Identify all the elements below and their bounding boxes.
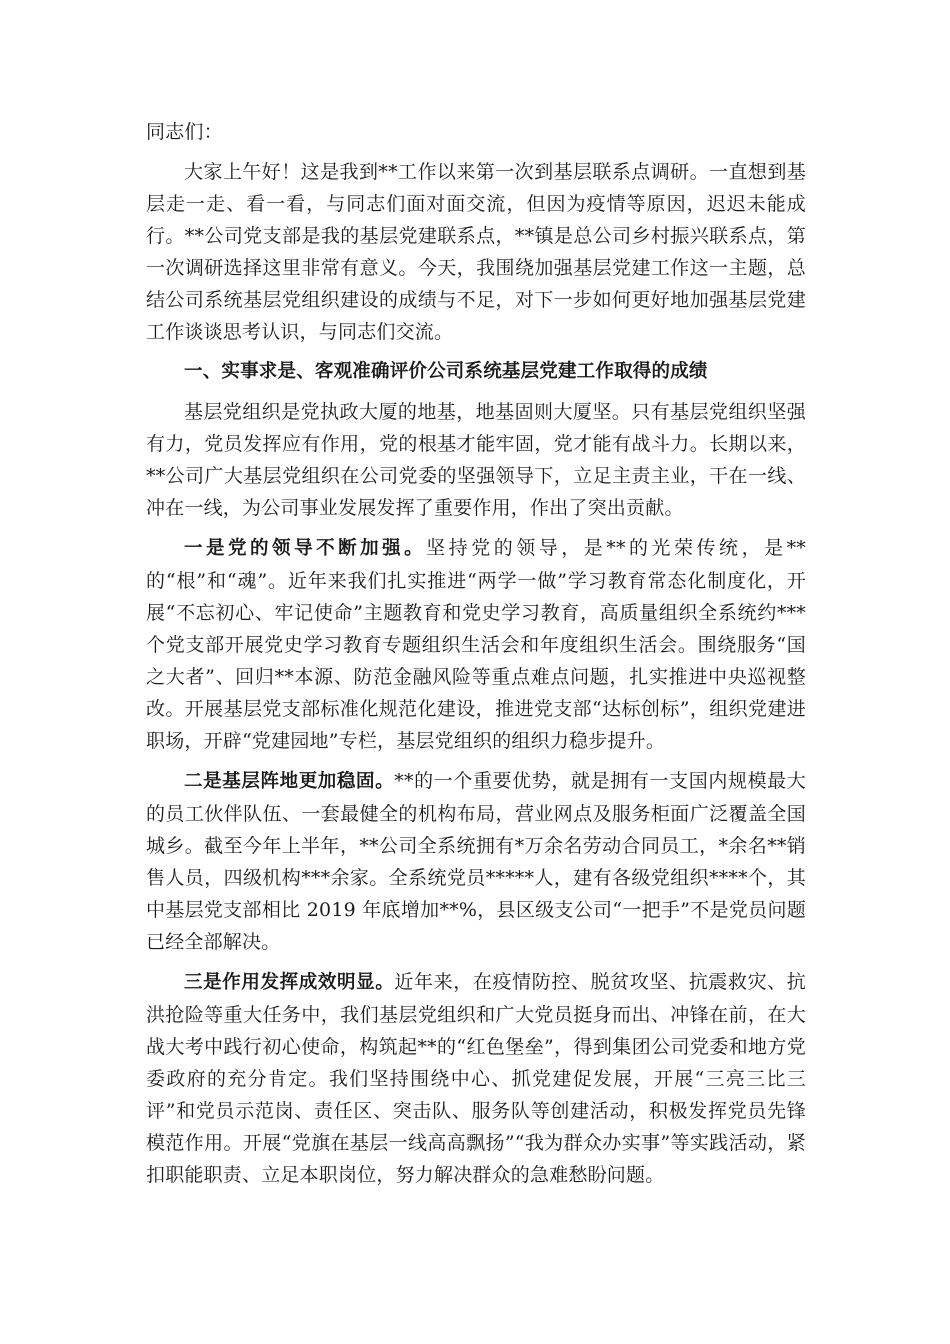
point-lead-2: 二是基层阵地更加稳固。 xyxy=(184,771,395,792)
point-text-3: 近年来，在疫情防控、脱贫攻坚、抗震救灾、抗洪抢险等重大任务中，我们基层党组织和广大党员挺身而出、冲锋在前，在大战大考中践行初心使命，构筑起**的“红色堡垒”，得到集团公司党委和地方党委政府的充分肯定。我们坚持围绕中心、抓党建促发展，开展“三亮三比三评”和党员示范岗、责任区、突击队、服务队等创建活动，积极发挥党员先锋模范作用。开展“党旗在基层一线高高飘扬”“我为群众办实事”等实践活动，紧扣职能职责、立足本职岗位，努力解决群众的急难愁盼问题。 xyxy=(146,971,807,1186)
point-paragraph-2 xyxy=(146,765,806,958)
document-body xyxy=(146,116,806,1199)
point-lead-1: 一是党的领导不断加强。 xyxy=(184,538,427,559)
salutation: 同志们： xyxy=(146,121,223,143)
point-lead-3: 三是作用发挥成效明显。 xyxy=(184,972,395,993)
intro-paragraph: 大家上午好！这是我到**工作以来第一次到基层联系点调研。一直想到基层走一走、看一看，与同志们面对面交流，但因为疫情等原因，迟迟未能成行。**公司党支部是我的基层党建联系点，**镇是总公司乡村振兴联系点，第一次调研选择这里非常有意义。今天，我围绕加强基层党建工作这一主题，总结公司系统基层党组织建设的成绩与不足，对下一步如何更好地加强基层党建工作谈谈思考认识，与同志们交流。 xyxy=(146,161,806,343)
section-paragraph: 基层党组织是党执政大厦的地基，地基固则大厦坚。只有基层党组织坚强有力，党员发挥应有作用，党的根基才能牢固，党才能有战斗力。长期以来，**公司广大基层党组织在公司党委的坚强领导下，立足主责主业，干在一线、冲在一线，为公司事业发展发挥了重要作用，作出了突出贡献。 xyxy=(146,401,806,519)
point-text-1: 坚持党的领导，是**的光荣传统，是**的“根”和“魂”。近年来我们扎实推进“两学一做”学习教育常态化制度化，开展“不忘初心、牢记使命”主题教育和党史学习教育，高质量组织全系统约***个党支部开展党史学习教育专题组织生活会和年度组织生活会。围绕服务“国之大者”、回归**本源、防范金融风险等重点难点问题，扎实推进中央巡视整改。开展基层党支部标准化规范化建设，推进党支部“达标创标”，组织党建进职场，开辟“党建园地”专栏，基层党组织的组织力稳步提升。 xyxy=(146,537,807,752)
point-text-2: **的一个重要优势，就是拥有一支国内规模最大的员工伙伴队伍、一套最健全的机构布局，营业网点及服务柜面广泛覆盖全国城乡。截至今年上半年，**公司全系统拥有*万余名劳动合同员工，*余名**销售人员，四级机构***余家。全系统党员*****人，建有各级党组织****个，其中基层党支部相比 2019 年底增加**%，县区级支公司“一把手”不是党员问题已经全部解决。 xyxy=(146,770,806,953)
point-paragraph-1 xyxy=(146,532,806,757)
point-paragraph-3 xyxy=(146,966,806,1191)
section-heading: 一、实事求是、客观准确评价公司系统基层党建工作取得的成绩 xyxy=(184,361,708,382)
